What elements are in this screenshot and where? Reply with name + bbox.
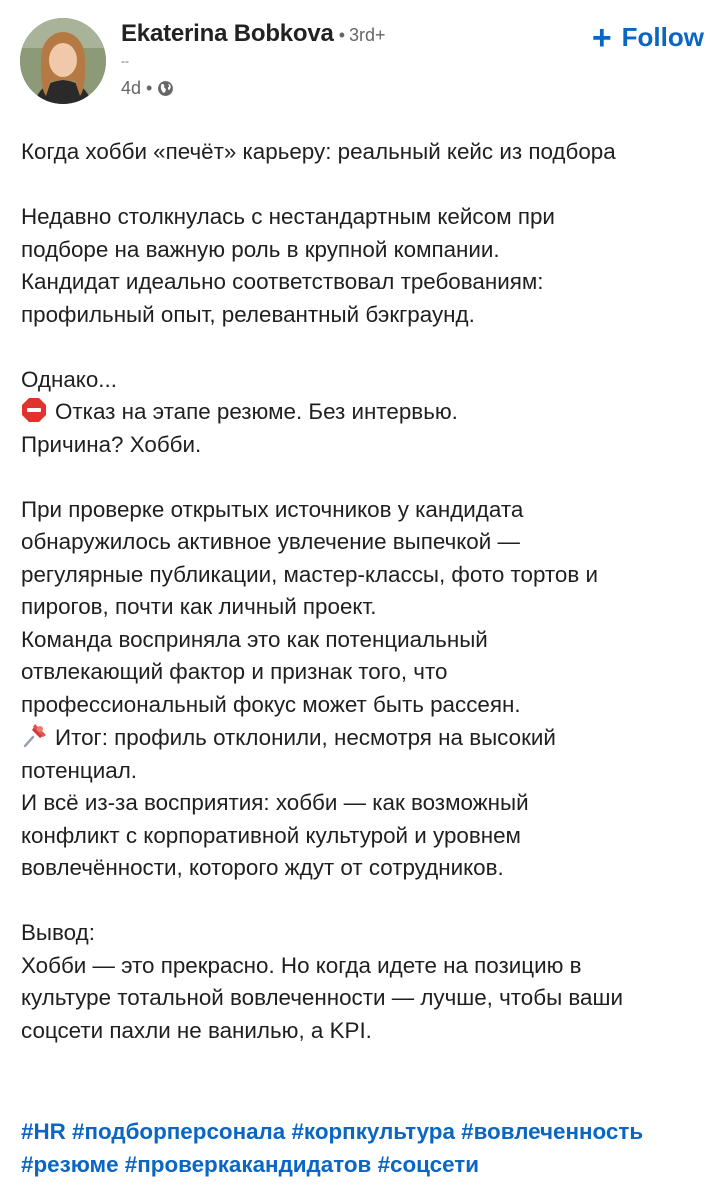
text-line: культуре тотальной вовлеченности — лучше, чтобы ваши	[21, 985, 623, 1010]
text-line: конфликт с корпоративной культурой и уровнем	[21, 822, 521, 848]
text-line: Недавно столкнулась с нестандартным кейсом при	[21, 204, 555, 229]
pushpin-emoji	[21, 721, 49, 749]
paragraph-gap	[21, 885, 711, 918]
author-avatar[interactable]	[20, 18, 106, 104]
text-line: пирогов, почти как личный проект.	[21, 594, 377, 619]
hashtag-link[interactable]: #вовлеченность	[461, 1119, 644, 1144]
text-line-content: Отказ на этапе резюме. Без интервью.	[55, 399, 458, 424]
author-name-row	[121, 20, 386, 48]
separator-dot: •	[146, 78, 153, 98]
paragraph-gap	[21, 169, 711, 202]
hashtag-link[interactable]: #резюме	[21, 1151, 119, 1177]
hashtag-link[interactable]: #HR	[21, 1119, 66, 1144]
separator-dot: •	[338, 25, 345, 45]
text-line: Команда восприняла это как потенциальный	[21, 626, 488, 652]
author-headline: --	[121, 54, 129, 68]
text-line: подборе на важную роль в крупной компании.	[21, 236, 500, 262]
connection-degree: 3rd+	[349, 25, 386, 45]
plus-icon: +	[591, 18, 612, 57]
text-line-content: Итог: профиль отклонили, несмотря на высокий	[55, 725, 556, 750]
paragraph-conclusion	[21, 917, 711, 1047]
follow-label: Follow	[621, 22, 704, 52]
hashtag-link[interactable]: #корпкультура	[291, 1119, 455, 1144]
text-line: потенциал.	[21, 757, 137, 783]
paragraph-intro	[21, 201, 711, 331]
paragraph-however	[21, 364, 711, 462]
text-line: вовлечённости, которого ждут от сотрудников.	[21, 855, 504, 880]
text-line: отвлекающий фактор и признак того, что	[21, 659, 448, 684]
post-meta	[121, 78, 386, 99]
text-line: соцсети пахли не ванилью, а KPI.	[21, 1017, 372, 1043]
text-line: профессиональный фокус может быть рассеян.	[21, 691, 521, 717]
post-title	[21, 136, 711, 169]
text-line: профильный опыт, релевантный бэкграунд.	[21, 301, 475, 327]
hashtag-link[interactable]: #проверкакандидатов	[124, 1151, 372, 1177]
text-line-with-stop	[21, 396, 711, 429]
post-body	[21, 136, 711, 1047]
text-line: регулярные публикации, мастер-классы, фото тортов и	[21, 561, 598, 587]
hashtag-link[interactable]: #подборперсонала	[72, 1119, 286, 1144]
paragraph-details	[21, 494, 711, 885]
text-line: обнаружилось активное увлечение выпечкой —	[21, 529, 520, 554]
stop-sign-emoji	[21, 397, 47, 423]
post-time: 4d	[121, 78, 142, 98]
globe-icon	[157, 80, 174, 97]
text-line: Причина? Хобби.	[21, 431, 202, 457]
hashtag-link[interactable]: #соцсети	[377, 1151, 479, 1177]
text-line: Вывод:	[21, 920, 95, 945]
hashtag-line	[21, 1149, 711, 1182]
author-info	[121, 20, 386, 99]
text-line: При проверке открытых источников у кандидата	[21, 496, 524, 522]
hashtag-line	[21, 1116, 711, 1149]
post-header	[0, 0, 726, 120]
hashtag-list	[21, 1116, 711, 1181]
text-line: Хобби — это прекрасно. Но когда идете на позицию в	[21, 952, 582, 978]
text-line: И всё из-за восприятия: хобби — как возможный	[21, 790, 529, 815]
paragraph-gap	[21, 461, 711, 494]
paragraph-gap	[21, 331, 711, 364]
post-title-line: Когда хобби «печёт» карьеру: реальный кейс из подбора	[21, 139, 616, 164]
text-line: Однако...	[21, 366, 117, 392]
author-name[interactable]: Ekaterina Bobkova	[121, 20, 334, 47]
follow-button[interactable]	[591, 18, 704, 57]
avatar-photo	[20, 18, 106, 104]
text-line: Кандидат идеально соответствовал требованиям:	[21, 269, 544, 294]
text-line-with-pin	[21, 721, 711, 755]
